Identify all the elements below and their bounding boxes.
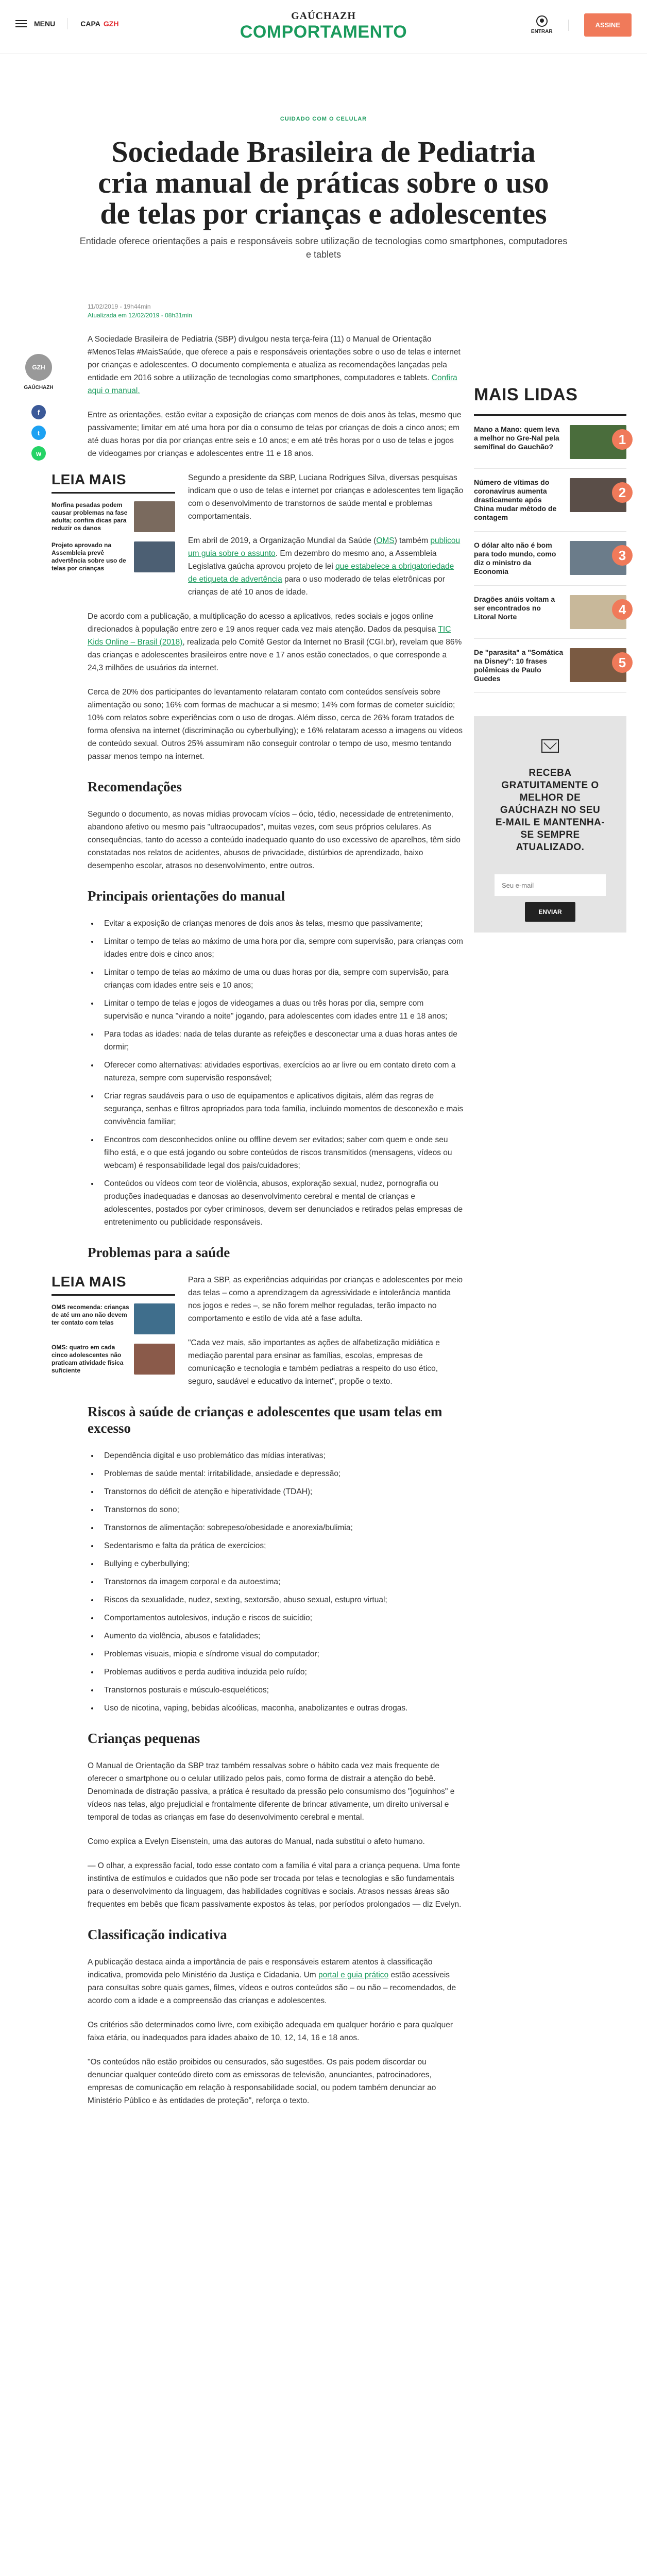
section-heading: Riscos à saúde de crianças e adolescentes que usam telas em excesso xyxy=(88,1404,442,1436)
list-item: • Transtornos do déficit de atenção e hiperatividade (TDAH); xyxy=(99,1485,464,1498)
portal-link[interactable]: portal e guia prático xyxy=(318,1971,389,1979)
paragraph-text: . Em dezembro do mesmo ano, a Assembleia Legislativa gaúcha aprovou projeto de lei xyxy=(188,549,437,571)
facebook-icon[interactable]: f xyxy=(31,405,46,419)
article-body xyxy=(52,302,464,2119)
list-item: • Problemas de saúde mental: irritabilidade, ansiedade e depressão; xyxy=(99,1467,464,1480)
risks-list xyxy=(99,1449,464,1715)
list-item: • Limitar o tempo de telas e jogos de videogames a duas ou três horas por dia, sempre com supervisão e nunca "virando a noite" jogando, para adolescentes com idades entre 11 e 18 anos; xyxy=(99,997,464,1023)
update-date: Atualizada em 12/02/2019 - 08h31min xyxy=(88,312,192,319)
related-title: OMS: quatro em cada cinco adolescentes não praticam atividade física suficiente xyxy=(52,1344,124,1374)
related-title: Projeto aprovado na Assembleia prevê advertência sobre uso de telas por crianças xyxy=(52,541,126,572)
list-item: • Dependência digital e uso problemático das mídias interativas; xyxy=(99,1449,464,1462)
related-thumbnail xyxy=(134,1303,175,1334)
most-read-item[interactable] xyxy=(474,639,626,693)
most-read-thumbnail xyxy=(570,425,626,459)
rank-badge: 3 xyxy=(612,545,633,566)
law-link[interactable]: que estabelece a obrigatoriedade de etiqueta de advertência xyxy=(188,562,454,584)
most-read-thumbnail xyxy=(570,478,626,512)
article-title: Sociedade Brasileira de Pediatria cria manual de práticas sobre o uso de telas por crianças e adolescentes xyxy=(98,135,549,230)
most-read-thumbnail xyxy=(570,541,626,575)
paragraph-text: De acordo com a publicação, a multiplicação do acesso a aplicativos, redes sociais e jogos online direcionados à população entre zero e 19 anos requer cada vez mais atenção. Dados da pesquisa xyxy=(88,612,438,634)
orientations-list xyxy=(99,917,464,1229)
paragraph: Segundo a presidente da SBP, Luciana Rodrigues Silva, diversas pesquisas indicam que o uso de telas e internet por crianças e adolescentes tem ligação com o desenvolvimento de transtornos de saúde mental e problemas comportamentais. xyxy=(188,473,464,521)
list-item: • Encontros com desconhecidos online ou offline devem ser evitados; saber com quem e onde seu filho está, e o que está jogando ou sobre conteúdos de riscos transmitidos (mensagens, vídeos ou webcam) é responsabilidade legal dos pais/cuidadores; xyxy=(99,1133,464,1172)
related-item[interactable] xyxy=(52,541,175,572)
paragraph-text: estão acessíveis para consultas sobre quais games, filmes, vídeos e outros conteúdos são – ou não – recomendados, de acordo com a idade e a compreensão das crianças e adolescentes. xyxy=(88,1971,456,2005)
paragraph: Entre as orientações, estão evitar a exposição de crianças com menos de dois anos às telas, mesmo que passivamente; limitar em até uma hora por dia o consumo de telas por crianças de dois a cinco anos; em até duas horas por dia por crianças entre seis e 10 anos; e em até três horas por o uso de telas e jogos de videogames por crianças e adolescentes entre 11 e 18 anos. xyxy=(88,411,462,458)
most-read-headline: O dólar alto não é bom para todo mundo, como diz o ministro da Economia xyxy=(474,541,556,575)
paragraph-text: , realizada pelo Comitê Gestor da Internet no Brasil (CGI.br), revelam que 86% das crianças e adolescentes brasileiros entre nove e 17 anos estão conectados, o que corresponde a 24,3 milhões de usuários da internet. xyxy=(88,638,462,672)
rank-badge: 5 xyxy=(612,652,633,673)
article-meta xyxy=(88,302,464,320)
list-item: • Transtornos do sono; xyxy=(99,1503,464,1516)
most-read-headline: De "parasita" a "Somática na Disney": 10 frases polêmicas de Paulo Guedes xyxy=(474,648,564,683)
paragraph: Cerca de 20% dos participantes do levantamento relataram contato com conteúdos sensíveis sobre alimentação ou sono; 16% com formas de machucar a si mesmo; 14% com formas de cometer suicídio; 10% com relatos sobre experiências com o uso de drogas. Além disso, cerca de 26% foram tratados de forma ofensiva na internet (discriminação ou cyberbullying); e 16% relataram acesso a imagens ou vídeos de conteúdo sexual. Outros 25% assumiram não conseguir controlar o tempo de uso, mesmo tentando passar menos tempo na internet. xyxy=(88,688,463,761)
paragraph: O Manual de Orientação da SBP traz também ressalvas sobre o hábito cada vez mais frequente de oferecer o smartphone ou o celular utilizado pelos pais, como forma de distrair a atenção do bebê. Denominada de distração passiva, a prática é resultado da pressão pelo consumismo dos "joguinhos" e vídeos nas telas, algo prejudicial e frontalmente diferente de brincar ativamente, um direito universal e temporal de todas as crianças em fase do desenvolvimento cerebral e mental. xyxy=(88,1761,455,1822)
envelope-icon xyxy=(541,739,559,753)
most-read-title: MAIS LIDAS xyxy=(474,385,626,416)
list-item: • Uso de nicotina, vaping, bebidas alcoólicas, maconha, anabolizantes e outras drogas. xyxy=(99,1702,464,1715)
leia-mais-box xyxy=(52,1274,175,1384)
paragraph: "Os conteúdos não estão proibidos ou censurados, são sugestões. Os pais podem discordar ou denunciar qualquer conteúdo direto com as emissoras de televisão, anunciantes, patrocinadores, empresas de comunicação em relação à responsabilidade social, ou podem também denunciar ao Ministério Público e às entidades de proteção", reforça o texto. xyxy=(88,2058,436,2105)
paragraph xyxy=(88,1956,464,2007)
share-rail xyxy=(21,354,57,467)
list-item: • Oferecer como alternativas: atividades esportivas, exercícios ao ar livre ou em contato direto com a natureza, sempre com supervisão responsável; xyxy=(99,1059,464,1084)
list-item: • Sedentarismo e falta da prática de exercícios; xyxy=(99,1539,464,1552)
leia-mais-box xyxy=(52,471,175,582)
most-read-headline: Dragões anúis voltam a ser encontrados no Litoral Norte xyxy=(474,595,555,621)
list-item: • Bullying e cyberbullying; xyxy=(99,1557,464,1570)
list-item: • Comportamentos autolesivos, indução e riscos de suicídio; xyxy=(99,1612,464,1624)
list-item: • Transtornos posturais e músculo-esqueléticos; xyxy=(99,1684,464,1697)
login-label: ENTRAR xyxy=(531,29,553,35)
author-name: GAÚCHAZH xyxy=(24,385,54,391)
related-title: Morfina pesadas podem causar problemas na fase adulta; confira dicas para reduzir os danos xyxy=(52,501,128,532)
related-thumbnail xyxy=(134,501,175,532)
paragraph xyxy=(88,333,464,397)
rank-badge: 4 xyxy=(612,599,633,620)
most-read-item[interactable] xyxy=(474,586,626,639)
paragraph-text: para o uso moderado de telas eletrônicas por crianças de até 10 anos de idade. xyxy=(188,575,445,597)
section-heading: Crianças pequenas xyxy=(88,1731,200,1746)
most-read-thumbnail xyxy=(570,595,626,629)
login-button[interactable] xyxy=(531,15,553,35)
user-icon xyxy=(536,15,548,27)
rank-badge: 1 xyxy=(612,429,633,450)
related-item[interactable] xyxy=(52,501,175,532)
most-read-thumbnail xyxy=(570,648,626,682)
header-divider xyxy=(568,20,569,31)
article-subtitle: Entidade oferece orientações a pais e responsáveis sobre utilização de tecnologias como smartphones, computadores e tablets xyxy=(79,236,568,260)
list-item: • Criar regras saudáveis para o uso de equipamentos e aplicativos digitais, além das regras de segurança, senhas e filtros apropriados para toda família, incluindo momentos de desconexão e mais convivência familiar; xyxy=(99,1090,464,1128)
paragraph xyxy=(88,610,464,674)
most-read-item[interactable] xyxy=(474,416,626,469)
section-heading: Recomendações xyxy=(88,779,182,794)
most-read-item[interactable] xyxy=(474,469,626,532)
related-item[interactable] xyxy=(52,1344,175,1375)
email-input[interactable] xyxy=(495,874,606,896)
rank-badge: 2 xyxy=(612,482,633,503)
article-hero xyxy=(0,54,647,261)
paragraph: Segundo o documento, as novas mídias provocam vícios – ócio, tédio, necessidade de entretenimento, abandono afetivo ou mesmo pais "ultraocupados", muitas vezes, com seus próprios celulares. As consequências, tanto do acesso a conteúdo inadequado quanto do uso excessivo de aparelhos, têm sido constatadas nos relatos de acidentes, abusos de privacidade, distúrbios de aprendizado, baixo desempenho escolar, atrasos no desenvolvimento, entre outros. xyxy=(88,810,461,870)
related-thumbnail xyxy=(134,1344,175,1375)
site-header xyxy=(0,0,647,54)
capa-label: CAPA xyxy=(80,20,100,28)
brand-name: GAÚCHAZH xyxy=(291,10,356,22)
list-item: • Limitar o tempo de telas ao máximo de uma ou duas horas por dia, sempre com supervisão, para crianças com idades entre seis e 10 anos; xyxy=(99,966,464,992)
tic-kids-link[interactable]: TIC Kids Online – Brasil (2018) xyxy=(88,625,451,647)
paragraph-text: A Sociedade Brasileira de Pediatria (SBP) divulgou nesta terça-feira (11) o Manual de Orientação #MenosTelas #MaisSaúde, que oferece a pais e responsáveis orientações sobre o uso de telas e internet por crianças e adolescentes. O documento complementa e atualiza as recomendações lançadas pela entidade em 2016 sobre a utilização de tecnologias como smartphones, computadores e tablets. xyxy=(88,335,461,382)
most-read-headline: Mano a Mano: quem leva a melhor no Gre-Nal pela semifinal do Gauchão? xyxy=(474,425,559,451)
oms-link[interactable]: OMS xyxy=(376,536,395,545)
leia-mais-title: LEIA MAIS xyxy=(52,1274,175,1296)
related-item[interactable] xyxy=(52,1303,175,1334)
newsletter-text: RECEBA GRATUITAMENTE O MELHOR DE GAÚCHAZH NO SEU E-MAIL E MANTENHA-SE SEMPRE ATUALIZADO. xyxy=(495,768,605,853)
paragraph-text: Em abril de 2019, a Organização Mundial da Saúde ( xyxy=(188,536,377,545)
related-title: OMS recomenda: crianças de até um ano não devem ter contato com telas xyxy=(52,1303,129,1326)
list-item: • Transtornos de alimentação: sobrepeso/obesidade e anorexia/bulimia; xyxy=(99,1521,464,1534)
guide-link[interactable]: publicou um guia sobre o assunto xyxy=(188,536,461,558)
related-thumbnail xyxy=(134,541,175,572)
paragraph: "Cada vez mais, são importantes as ações de alfabetização midiática e mediação parental para ensinar as famílias, escolas, empresas de comunicação e tecnologia e também pediatras a respeito do uso ético, seguro, saudável e educativo da internet", propõe o texto. xyxy=(188,1338,440,1386)
section-heading: Problemas para a saúde xyxy=(88,1245,230,1260)
send-button[interactable]: ENVIAR xyxy=(525,902,575,922)
article-kicker: CUIDADO COM O CELULAR xyxy=(280,116,367,122)
section-heading: Principais orientações do manual xyxy=(88,888,285,904)
paragraph: Os critérios são determinados como livre, com exibição adequada em qualquer horário e para qualquer faixa etária, ou inadequados para idades abaixo de 10, 12, 14, 16 e 18 anos. xyxy=(88,2021,453,2042)
sidebar xyxy=(474,302,626,933)
most-read-headline: Número de vítimas do coronavírus aumenta drasticamente após China mudar método de contagem xyxy=(474,478,557,521)
list-item: • Riscos da sexualidade, nudez, sexting, sextorsão, abuso sexual, estupro virtual; xyxy=(99,1594,464,1606)
list-item: • Evitar a exposição de crianças menores de dois anos às telas, mesmo que passivamente; xyxy=(99,917,464,930)
paragraph: Como explica a Evelyn Eisenstein, uma das autoras do Manual, nada substitui o afeto humano. xyxy=(88,1837,425,1846)
leia-mais-title: LEIA MAIS xyxy=(52,471,175,494)
most-read-item[interactable] xyxy=(474,532,626,586)
list-item: • Aumento da violência, abusos e fatalidades; xyxy=(99,1630,464,1642)
newsletter-box xyxy=(474,716,626,933)
whatsapp-icon[interactable]: w xyxy=(31,446,46,461)
paragraph-text: ) também xyxy=(394,536,431,545)
list-item: • Conteúdos ou vídeos com teor de violência, abusos, exploração sexual, nudez, pornografia ou produções inadequadas e danosas ao desenvolvimento cerebral e mental de crianças e adolescentes, postados por cyber criminosos, devem ser denunciados e retirados pelas empresas de entretenimento ou publicidade responsáveis. xyxy=(99,1177,464,1229)
list-item: • Para todas as idades: nada de telas durante as refeições e desconectar uma a duas horas antes de dormir; xyxy=(99,1028,464,1054)
paragraph-text: A publicação destaca ainda a importância de pais e responsáveis estarem atentos à classificação indicativa, promovida pelo Ministério da Justiça e Cidadania. Um xyxy=(88,1958,433,1979)
list-item: • Limitar o tempo de telas ao máximo de uma hora por dia, sempre com supervisão, para crianças com idades entre dois e cinco anos; xyxy=(99,935,464,961)
menu-label[interactable]: MENU xyxy=(34,20,56,28)
twitter-icon[interactable]: t xyxy=(31,426,46,440)
paragraph: Para a SBP, as experiências adquiridas por crianças e adolescentes por meio das telas – como a aprendizagem da agressividade e intolerância mantida nos jogos e redes –, se não forem melhor reguladas, terão impacto no comportamento e estilo de vida até a fase adulta. xyxy=(188,1276,463,1323)
paragraph: — O olhar, a expressão facial, todo esse contato com a família é vital para a criança pequena. Uma fonte instintiva de estímulos e cuidados que não pode ser trocada por telas e tecnologias e são fundamentais para o desenvolvimento da linguagem, das habilidades cognitivas e sociais. Atrasos nessas áreas são frequentes em bebês que ficam passivamente expostos às telas, por períodos prolongados — diz Evelyn. xyxy=(88,1861,462,1909)
list-item: • Problemas auditivos e perda auditiva induzida pelo ruído; xyxy=(99,1666,464,1679)
subscribe-button[interactable]: ASSINE xyxy=(584,13,632,37)
manual-link[interactable]: Confira aqui o manual. xyxy=(88,374,457,395)
author-avatar: GZH xyxy=(25,354,52,381)
section-name: COMPORTAMENTO xyxy=(240,22,407,42)
list-item: • Transtornos da imagem corporal e da autoestima; xyxy=(99,1575,464,1588)
publish-date: 11/02/2019 - 19h44min xyxy=(88,303,151,310)
list-item: • Problemas visuais, miopia e síndrome visual do computador; xyxy=(99,1648,464,1660)
gzh-label: GZH xyxy=(103,20,119,28)
section-heading: Classificação indicativa xyxy=(88,1927,227,1942)
